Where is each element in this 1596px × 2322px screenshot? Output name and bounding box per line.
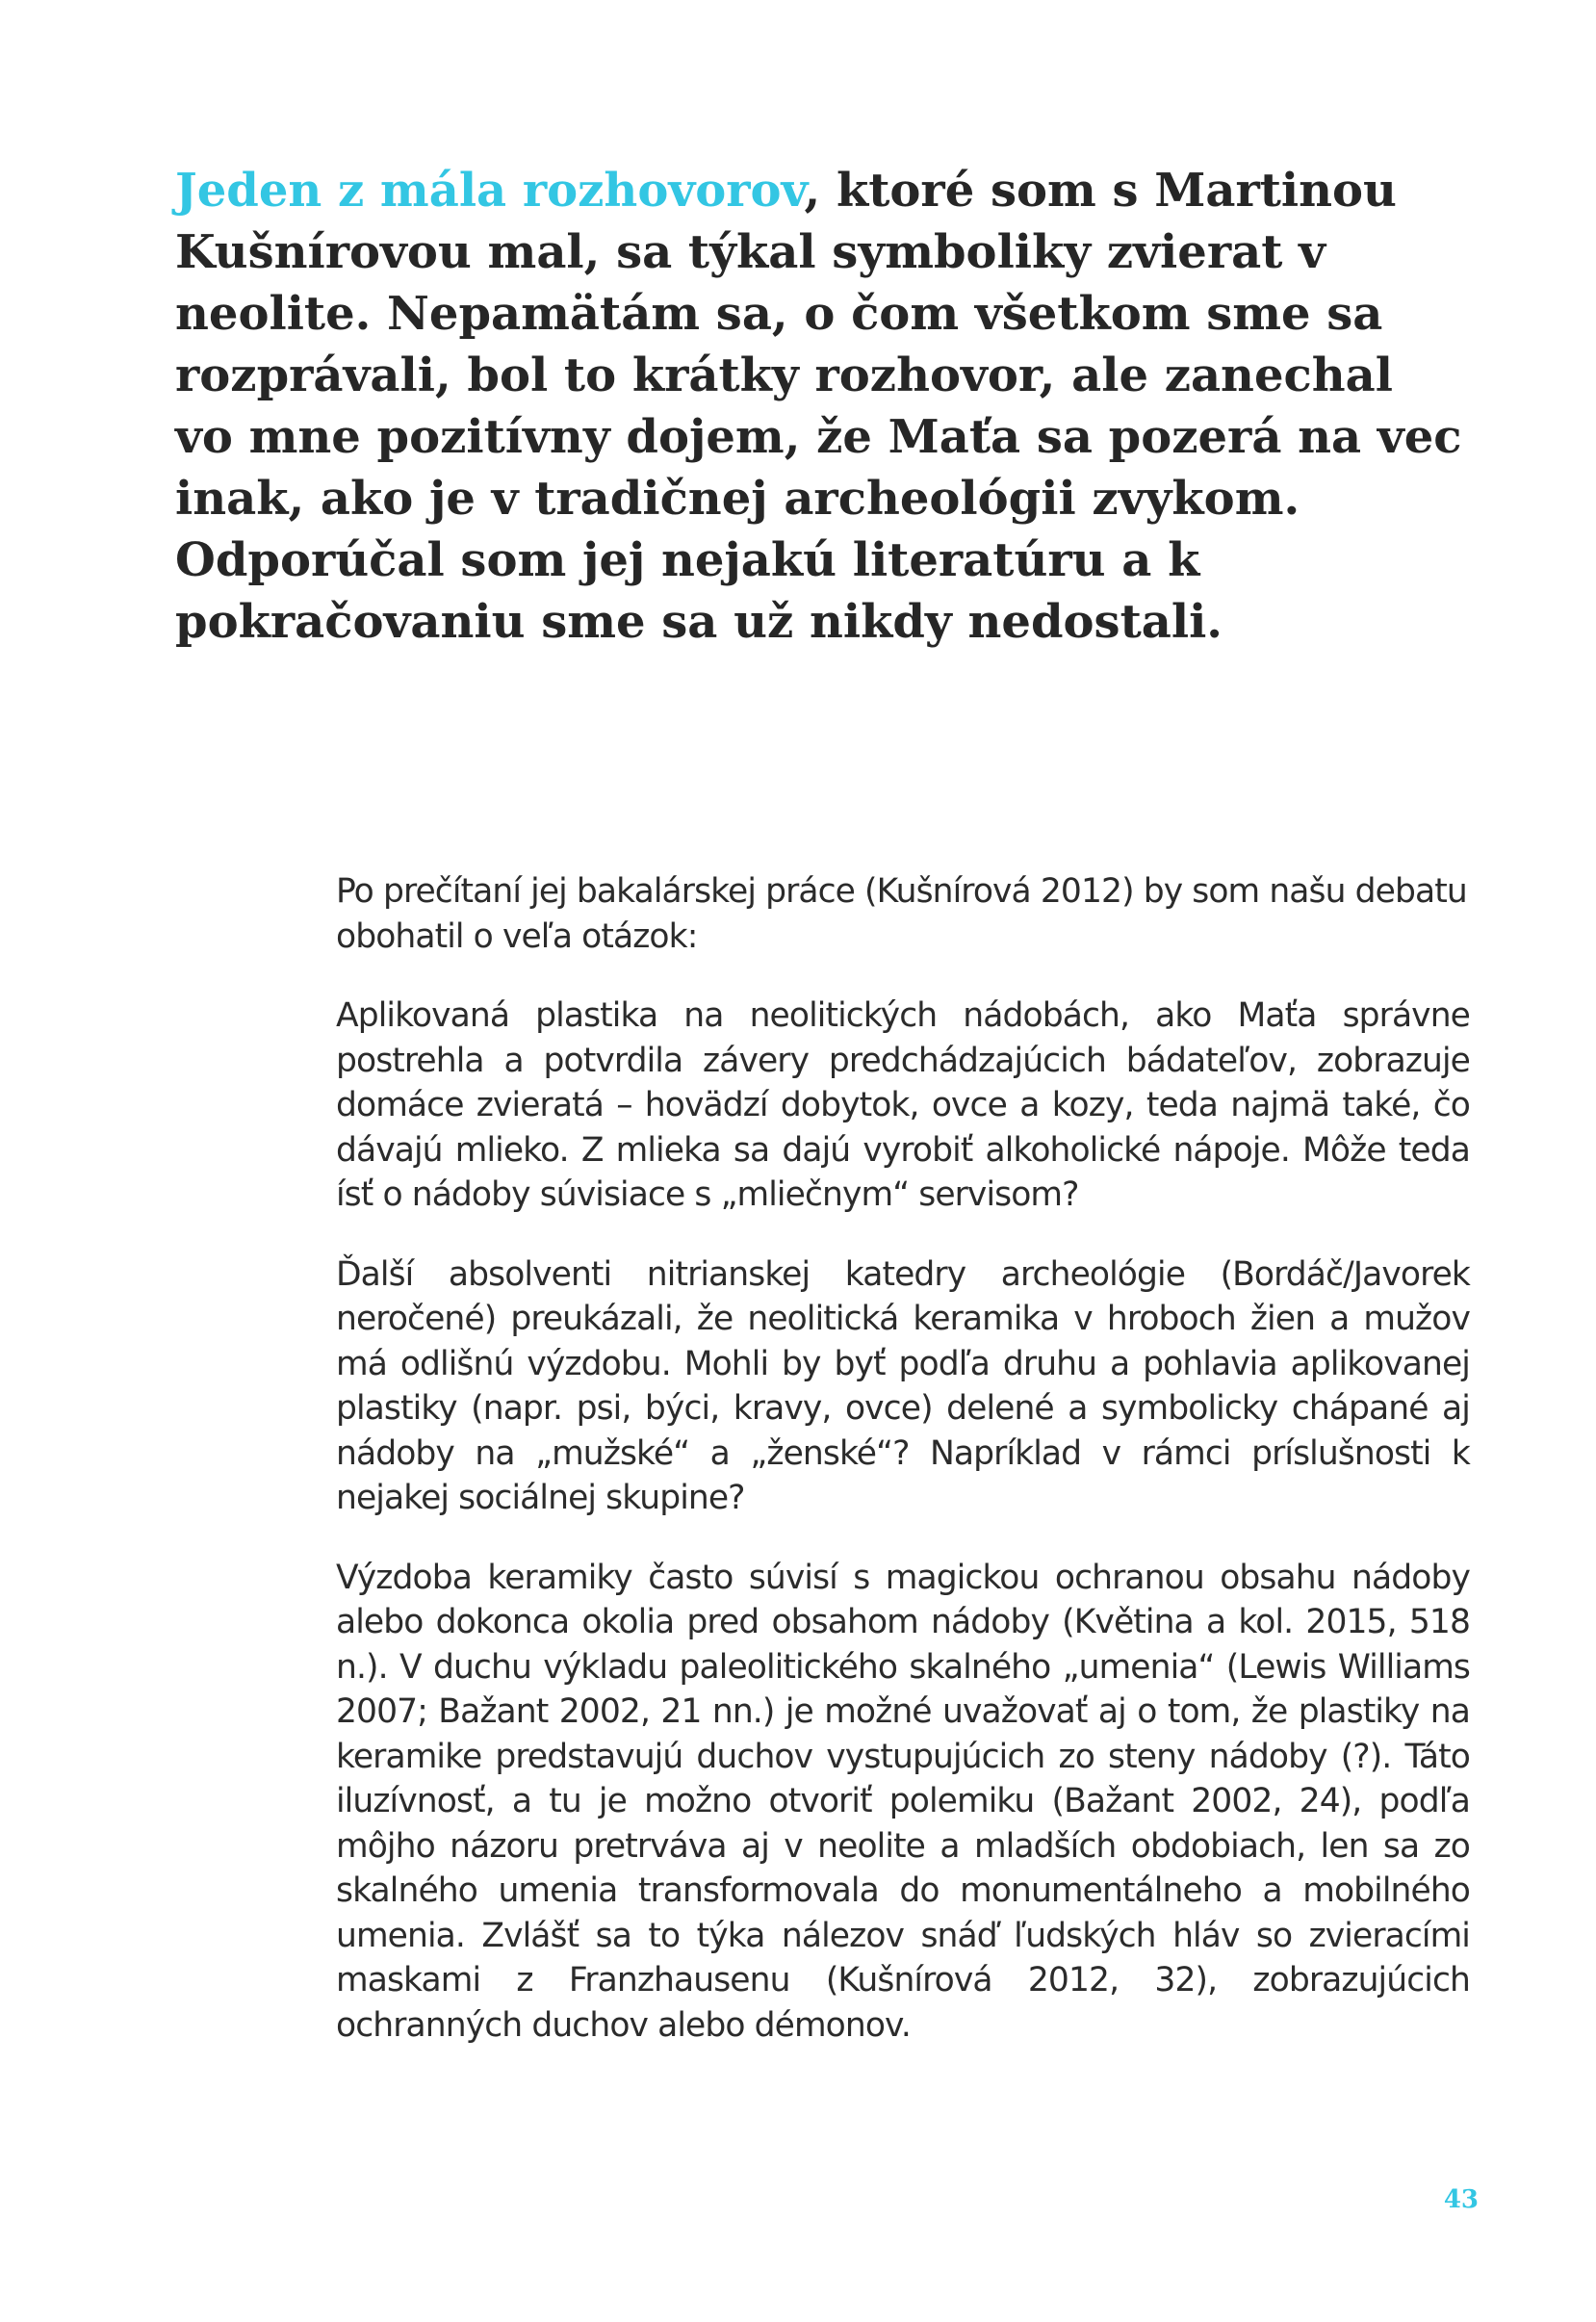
body-paragraph-4: Výzdoba keramiky často súvisí s magickou ochranou obsahu nádoby alebo dokonca okolia pred obsahom nádoby (Květina a kol. 2015, 518 n.). V duchu výkladu paleolitického skalného „umenia“ (Lewis Williams 2007; Bažant 2002, 21 nn.) je možné uvažovať aj o tom, že plastiky na keramike predstavujú duchov vystupujúcich zo steny nádoby (?). Táto iluzívnosť, a tu je možno otvoriť polemiku (Bažant 2002, 24), podľa môjho názoru pretrváva aj v neolite a mladších obdobiach, len sa zo skalného umenia transformovala do monumentálneho a mobilného umenia. Zvlášť sa to týka nálezov snáď ľudských hláv so zvieracími maskami z Franzhausenu (Kušnírová 2012, 32), zobrazujúcich ochranných duchov alebo démonov. bbox=[336, 1558, 1470, 2045]
body-text bbox=[336, 869, 1470, 2082]
lead-highlight: Jeden z mála rozhovorov bbox=[175, 164, 805, 218]
lead-paragraph bbox=[175, 160, 1465, 653]
page-number: 43 bbox=[1443, 2185, 1479, 2214]
body-paragraph-1: Po prečítaní jej bakalárskej práce (Kušnírová 2012) by som našu debatu obohatil o veľa otázok: bbox=[336, 872, 1467, 956]
body-paragraph-3: Ďalší absolventi nitrianskej katedry archeológie (Bordáč/Javorek neročené) preukázali, že neolitická keramika v hroboch žien a mužov má odlišnú výzdobu. Mohli by byť podľa druhu a pohlavia aplikovanej plastiky (napr. psi, býci, kravy, ovce) delené a symbolicky chápané aj nádoby na „mužské“ a „ženské“? Napríklad v rámci príslušnosti k nejakej sociálnej skupine? bbox=[336, 1254, 1470, 1517]
lead-text: , ktoré som s Martinou Kušnírovou mal, sa týkal symboliky zvierat v neolite. Nepamätám sa, o čom všetkom sme sa rozprávali, bol to krátky rozhovor, ale zanechal vo mne pozitívny dojem, že Maťa sa pozerá na vec inak, ako je v tradičnej archeológii zvykom. Odporúčal som jej nejakú literatúru a k pokračovaniu sme sa už nikdy nedostali. bbox=[175, 164, 1462, 649]
body-paragraph-2: Aplikovaná plastika na neolitických nádobách, ako Maťa správne postrehla a potvrdila závery predchádzajúcich bádateľov, zobrazuje domáce zvieratá – hovädzí dobytok, ovce a kozy, teda najmä také, čo dávajú mlieko. Z mlieka sa dajú vyrobiť alkoholické nápoje. Môže teda ísť o nádoby súvisiace s „mliečnym“ servisom? bbox=[336, 996, 1470, 1214]
